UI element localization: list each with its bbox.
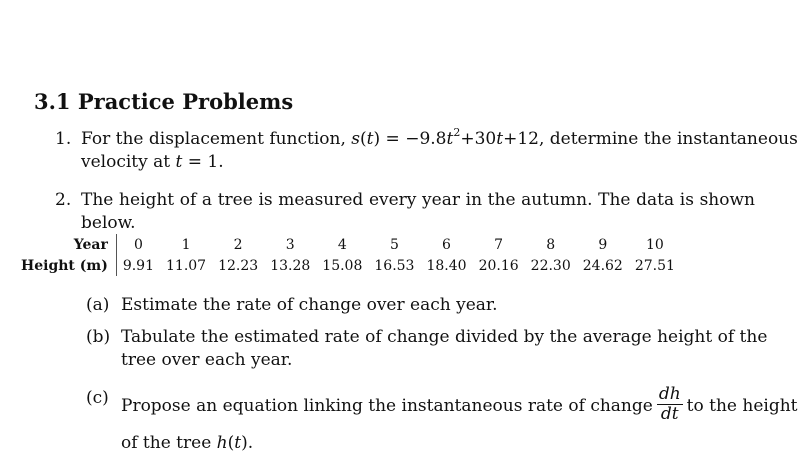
part-c-label: (c) <box>86 388 109 408</box>
part-a-body <box>121 294 761 317</box>
year-cell: 7 <box>494 236 504 253</box>
height-cell: 20.16 <box>478 257 519 274</box>
problem-1-prefix: For the displacement function, <box>81 129 352 149</box>
part-b-line-1: Tabulate the estimated rate of change divided by the average height of the <box>121 327 768 347</box>
function-h: h <box>216 433 228 453</box>
problem-2-number: 2. <box>55 190 72 210</box>
variable-t-value: t <box>175 152 183 172</box>
part-c-body <box>121 384 798 455</box>
part-c-line-1 <box>121 384 798 426</box>
height-cell: 11.07 <box>166 257 207 274</box>
year-cell: 9 <box>598 236 608 253</box>
height-cell: 27.51 <box>634 257 675 274</box>
derivative-fraction <box>657 385 683 424</box>
problem-1-line-2-prefix: velocity at <box>81 152 176 172</box>
part-c-line-2-prefix: of the tree <box>121 433 217 453</box>
equation-part-b: +30 <box>460 129 497 149</box>
height-cell: 18.40 <box>426 257 467 274</box>
derivative-denominator: dt <box>660 404 679 424</box>
table-row-year <box>15 234 681 255</box>
year-cell: 5 <box>389 236 399 253</box>
year-cell: 10 <box>645 236 664 253</box>
part-a-label: (a) <box>86 295 110 315</box>
problem-2-line-2: below. <box>81 213 136 233</box>
part-c-suffix: to the height <box>686 396 798 416</box>
problem-1-text <box>81 126 798 174</box>
height-cell: 12.23 <box>218 257 259 274</box>
equation-part-c: +12, determine the instantaneous <box>503 129 798 149</box>
height-cell: 16.53 <box>374 257 415 274</box>
year-cell: 6 <box>442 236 451 253</box>
section-title: 3.1 Practice Problems <box>34 89 294 114</box>
year-cell: 4 <box>337 236 347 253</box>
height-cell: 13.28 <box>270 257 311 274</box>
height-cell: 22.30 <box>530 257 571 274</box>
part-b-body <box>121 326 768 372</box>
function-s: s <box>351 129 361 149</box>
part-a-text: Estimate the rate of change over each year. <box>121 295 498 315</box>
year-cell: 2 <box>233 236 243 253</box>
variable-t-squared: t <box>446 129 454 149</box>
height-row-header: Height (m) <box>15 255 116 276</box>
part-b-label: (b) <box>86 327 111 347</box>
year-cell: 3 <box>285 236 295 253</box>
problem-1-line-2-suffix: = 1. <box>182 152 224 172</box>
year-cell: 0 <box>133 236 143 253</box>
problem-2-line-1: The height of a tree is measured every year in the autumn. The data is shown <box>81 190 755 210</box>
equation-part-a: = −9.8 <box>380 129 447 149</box>
derivative-numerator: dh <box>658 384 681 404</box>
height-cell: 15.08 <box>322 257 363 274</box>
tree-height-table <box>15 234 681 276</box>
exponent: 2 <box>453 126 461 140</box>
problem-1-line-2 <box>81 151 755 174</box>
function-h-variable: t <box>234 433 242 453</box>
problem-1-line-1: For the displacement function, $s(t) = -9.8t^2+30t+12$, determine the instantaneous <box>81 126 798 149</box>
variable-t-linear: t <box>496 129 504 149</box>
part-c-line-2: of the tree h(t). <box>121 433 254 453</box>
table-row-height <box>15 255 681 276</box>
problem-1-number: 1. <box>55 129 72 149</box>
height-cell: 9.91 <box>122 257 154 274</box>
height-cell: 24.62 <box>582 257 623 274</box>
part-c-line-2-suffix: . <box>247 433 254 453</box>
part-c-prefix: Propose an equation linking the instantaneous rate of change <box>121 396 653 416</box>
year-cell: 1 <box>181 236 191 253</box>
year-cell: 8 <box>546 236 556 253</box>
year-row-header: Year <box>15 234 116 255</box>
part-b-line-2: tree over each year. <box>121 350 293 370</box>
function-s-variable: t <box>366 129 374 149</box>
problem-2-text <box>81 189 755 235</box>
